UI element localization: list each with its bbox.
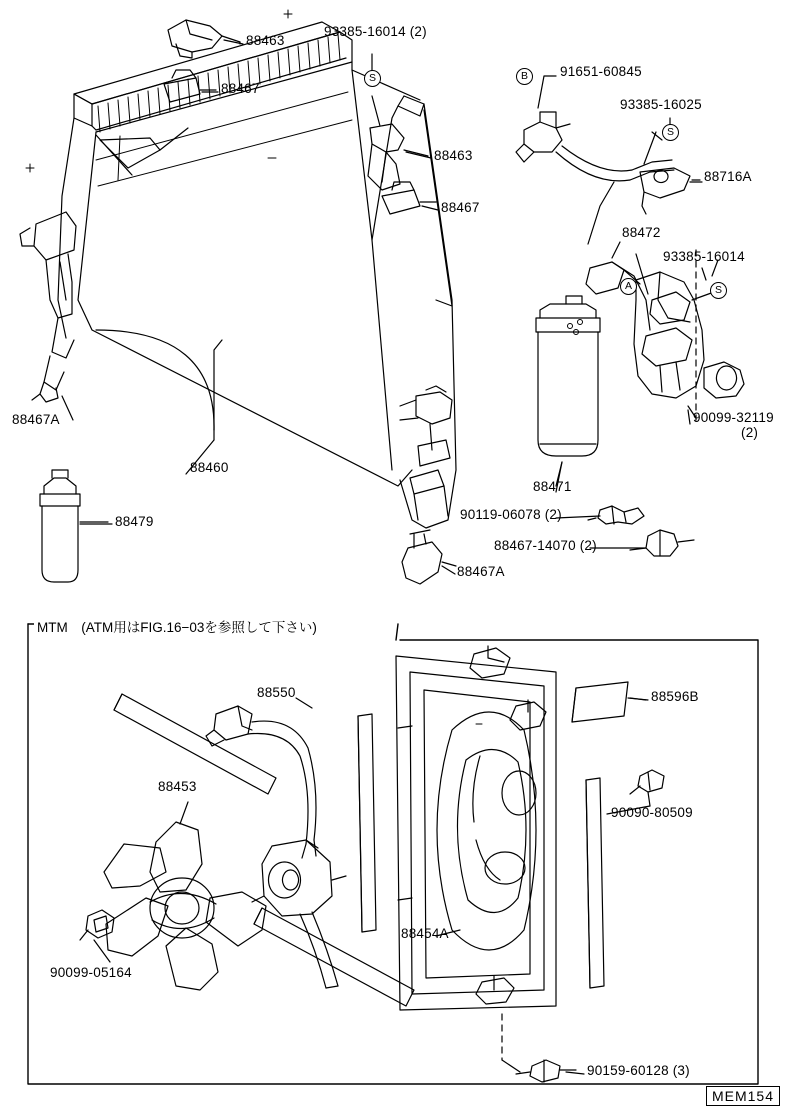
part-label-88467-14070-2: 88467-14070 (2) xyxy=(494,538,597,553)
part-label-90099-32119-qty: (2) xyxy=(741,425,759,440)
part-label-88596B: 88596B xyxy=(651,689,699,704)
part-label-88467-top: 88467 xyxy=(221,81,260,96)
marker-a1: A xyxy=(620,278,637,295)
part-label-90099-32119: 90099-32119 xyxy=(693,410,774,425)
part-label-88454A: 88454A xyxy=(401,926,449,941)
part-label-88472: 88472 xyxy=(622,225,661,240)
part-label-91651-60845: 91651-60845 xyxy=(560,64,642,79)
part-label-93385-16014: 93385-16014 xyxy=(663,249,745,264)
part-label-90090-80509: 90090-80509 xyxy=(611,805,693,820)
marker-s2: S xyxy=(662,124,679,141)
part-label-90099-05164: 90099-05164 xyxy=(50,965,132,980)
part-label-88463-mid: 88463 xyxy=(434,148,473,163)
marker-s1: S xyxy=(364,70,381,87)
mtm-section-note: MTM (ATM用はFIG.16−03を参照して下さい) xyxy=(34,616,320,636)
part-label-88479: 88479 xyxy=(115,514,154,529)
part-label-88716A: 88716A xyxy=(704,169,752,184)
part-label-88467A-bottom: 88467A xyxy=(457,564,505,579)
diagram-footer-code: MEM154 xyxy=(706,1086,780,1106)
marker-s3: S xyxy=(710,282,727,299)
marker-b1: B xyxy=(516,68,533,85)
part-label-88460: 88460 xyxy=(190,460,229,475)
part-label-88467A-left: 88467A xyxy=(12,412,60,427)
part-label-90119-06078-2: 90119-06078 (2) xyxy=(460,507,562,522)
part-label-88550: 88550 xyxy=(257,685,296,700)
part-label-93385-16025: 93385-16025 xyxy=(620,97,702,112)
part-label-88453: 88453 xyxy=(158,779,197,794)
part-label-90159-60128-3: 90159-60128 (3) xyxy=(587,1063,690,1078)
part-label-93385-16014-2: 93385-16014 (2) xyxy=(324,24,427,39)
part-label-88467-mid: 88467 xyxy=(441,200,480,215)
part-label-88471: 88471 xyxy=(533,479,572,494)
part-label-88463-top: 88463 xyxy=(246,33,285,48)
